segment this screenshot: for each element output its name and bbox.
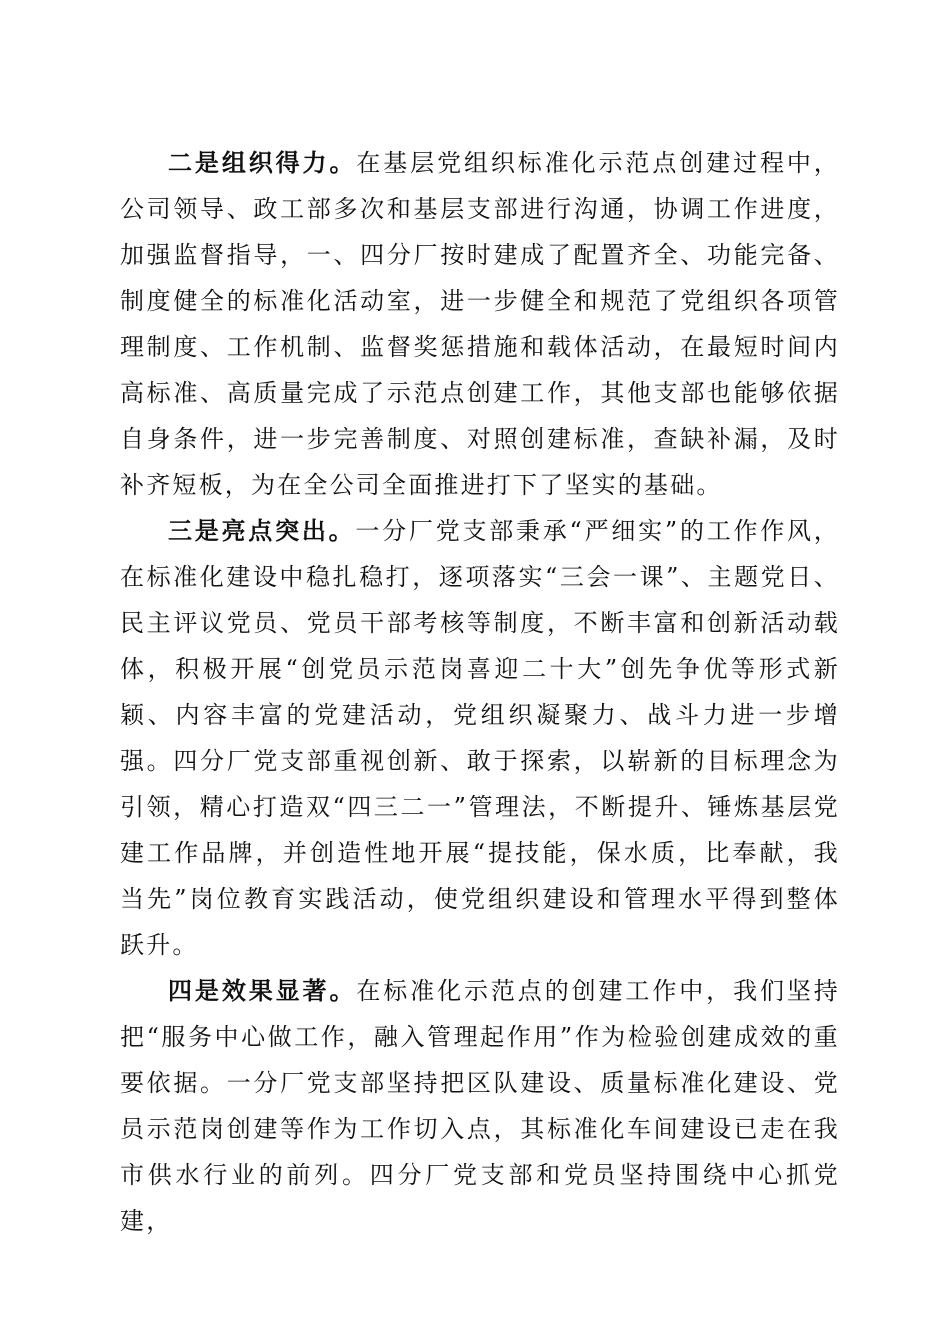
paragraph-lead: 三是亮点突出。 <box>168 516 356 545</box>
document-body <box>120 140 840 1244</box>
paragraph-text: 在基层党组织标准化示范点创建过程中，公司领导、政工部多次和基层支部进行沟通，协调工作进度，加强监督指导，一、四分厂按时建成了配置齐全、功能完备、制度健全的标准化活动室，进一步健全和规范了党组织各项管理制度、工作机制、监督奖惩措施和载体活动，在最短时间内高标准、高质量完成了示范点创建工作，其他支部也能够依据自身条件，进一步完善制度、对照创建标准，查缺补漏，及时补齐短板，为在全公司全面推进打下了坚实的基础。 <box>120 149 840 499</box>
paragraph-results <box>120 968 840 1244</box>
paragraph-organization <box>120 140 840 508</box>
paragraph-text: 一分厂党支部秉承“严细实”的工作作风，在标准化建设中稳扎稳打，逐项落实“三会一课”、主题党日、民主评议党员、党员干部考核等制度，不断丰富和创新活动载体，积极开展“创党员示范岗喜迎二十大”创先争优等形式新颖、内容丰富的党建活动，党组织凝聚力、战斗力进一步增强。四分厂党支部重视创新、敢于探索，以崭新的目标理念为引领，精心打造双“四三二一”管理法，不断提升、锤炼基层党建工作品牌，并创造性地开展“提技能，保水质，比奉献，我当先”岗位教育实践活动，使党组织建设和管理水平得到整体跃升。 <box>120 517 840 959</box>
paragraph-highlights <box>120 508 840 968</box>
paragraph-lead: 四是效果显著。 <box>168 976 357 1005</box>
paragraph-text: 在标准化示范点的创建工作中，我们坚持把“服务中心做工作，融入管理起作用”作为检验创建成效的重要依据。一分厂党支部坚持把区队建设、质量标准化建设、党员示范岗创建等作为工作切入点，其标准化车间建设已走在我市供水行业的前列。四分厂党支部和党员坚持围绕中心抓党建， <box>120 977 840 1235</box>
paragraph-lead: 二是组织得力。 <box>168 148 357 177</box>
